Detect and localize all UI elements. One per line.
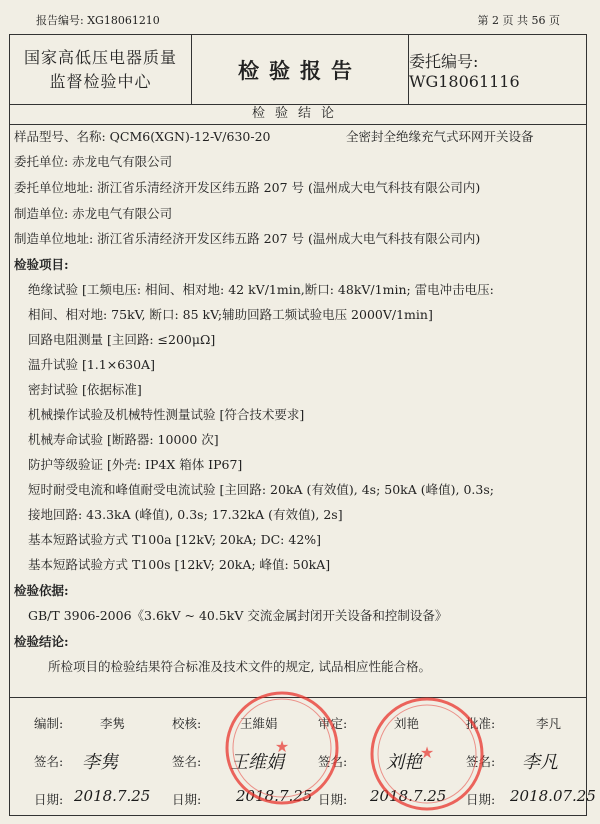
page-number: 第 2 页 共 56 页: [477, 14, 560, 27]
date-review: 2018.7.25: [370, 787, 447, 805]
field-model: [14, 127, 534, 145]
sign-label: 签名:: [172, 754, 202, 769]
conclusion-heading: 检验结论:: [14, 634, 69, 649]
sign-label: 签名:: [466, 754, 496, 769]
date-approve: 2018.07.25: [510, 787, 596, 805]
item-line: 防护等级验证 [外壳: IP4X 箱体 IP67]: [28, 457, 243, 472]
field-client: 委托单位: 赤龙电气有限公司: [14, 154, 173, 169]
org-line-2: 监督检验中心: [49, 71, 152, 91]
approve-name: 李凡: [536, 716, 562, 731]
signature-approve: 李凡: [522, 752, 558, 773]
item-line: 机械寿命试验 [断路器: 10000 次]: [28, 432, 219, 447]
field-maker: 制造单位: 赤龙电气有限公司: [14, 206, 173, 221]
date-label: 日期:: [466, 792, 496, 807]
top-line: [0, 6, 600, 27]
inspection-stamp-left: [222, 688, 342, 808]
check-label: 校核:: [172, 716, 202, 731]
field-client-address: 委托单位地址: 浙江省乐清经济开发区纬五路 207 号 (温州成大电气科技有限公司内): [14, 180, 481, 195]
field-maker-address: 制造单位地址: 浙江省乐清经济开发区纬五路 207 号 (温州成大电气科技有限公司内): [14, 231, 481, 246]
item-line: 相间、相对地: 75kV, 断口: 85 kV;辅助回路工频试验电压 2000V/1min]: [28, 307, 433, 322]
signature-check: 王维娟: [230, 752, 284, 773]
approve-label: 批准:: [466, 716, 496, 731]
signature-compile: 李隽: [82, 752, 118, 773]
svg-text:★: ★: [274, 737, 290, 756]
basis-heading: 检验依据:: [14, 583, 69, 598]
check-name: 王維娟: [240, 716, 278, 731]
org-line-1: 国家高低压电器质量: [23, 47, 177, 67]
item-line: 机械操作试验及机械特性测量试验 [符合技术要求]: [28, 407, 305, 422]
item-line: 密封试验 [依据标准]: [28, 382, 142, 397]
report-header: [10, 35, 586, 105]
inspection-stamp-right: [362, 694, 492, 814]
org-name: [10, 35, 192, 104]
item-line: 接地回路: 43.3kA (峰值), 0.3s; 17.32kA (有效值), 2s]: [28, 507, 343, 522]
items-heading: 检验项目:: [14, 257, 69, 272]
item-line: 短时耐受电流和峰值耐受电流试验 [主回路: 20kA (有效值), 4s; 50kA (峰值), 0.3s;: [28, 482, 494, 497]
report-title: 检验报告: [192, 35, 409, 104]
item-line: 基本短路试验方式 T100s [12kV; 20kA; 峰值: 50kA]: [28, 557, 331, 572]
sign-label: 签名:: [34, 754, 64, 769]
sign-label: 签名:: [318, 754, 348, 769]
date-label: 日期:: [34, 792, 64, 807]
item-line: 基本短路试验方式 T100a [12kV; 20kA; DC: 42%]: [28, 532, 322, 547]
item-line: 温升试验 [1.1×630A]: [28, 357, 155, 372]
compile-name: 李隽: [100, 716, 126, 731]
item-line: 回路电阻测量 [主回路: ≤200μΩ]: [28, 332, 216, 347]
signature-review: 刘艳: [386, 752, 422, 773]
item-line: 绝缘试验 [工频电压: 相间、相对地: 42 kV/1min,断口: 48kV/1min; 雷电冲击电压:: [28, 282, 494, 297]
review-name: 刘艳: [394, 716, 420, 731]
date-compile: 2018.7.25: [74, 787, 151, 805]
commission-number: 委托编号: WG18061116: [409, 51, 520, 91]
date-check: 2018.7.25: [236, 787, 313, 805]
compile-label: 编制:: [34, 716, 64, 731]
date-label: 日期:: [318, 792, 348, 807]
model-name: 全密封全绝缘充气式环网开关设备: [346, 129, 534, 144]
model-value: 样品型号、名称: QCM6(XGN)-12-V/630-20: [14, 129, 271, 144]
date-label: 日期:: [172, 792, 202, 807]
svg-text:★: ★: [419, 743, 435, 762]
report-number: 报告编号: XG18061210: [36, 14, 160, 27]
basis-standard: GB/T 3906-2006《3.6kV ~ 40.5kV 交流金属封闭开关设备和控制设备》: [28, 608, 448, 623]
review-label: 审定:: [318, 716, 348, 731]
conclusion-text: 所检项目的检验结果符合标准及技术文件的规定, 试品相应性能合格。: [48, 659, 431, 674]
section-title: 检验结论: [10, 104, 586, 125]
